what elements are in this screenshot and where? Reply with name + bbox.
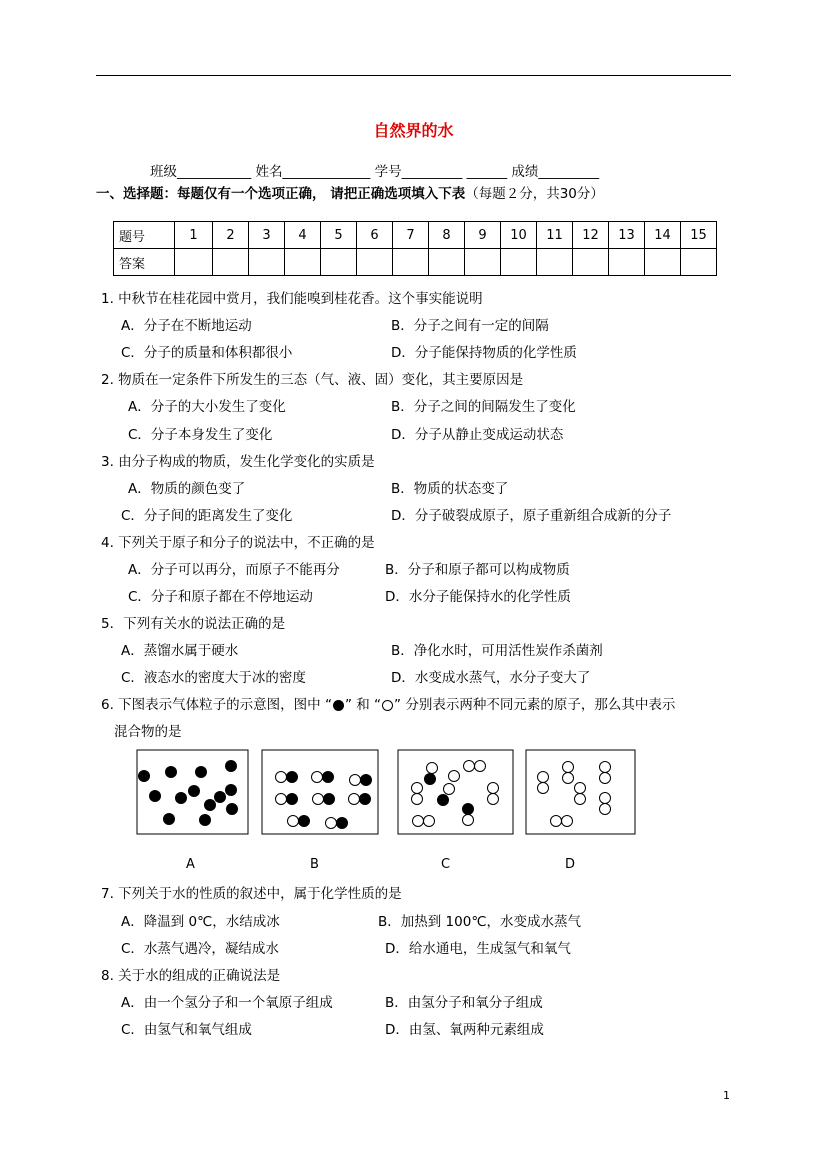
option-c: C．分子的质量和体积都很小 bbox=[121, 345, 293, 361]
diagram-b-label: B bbox=[310, 857, 319, 872]
option-b: B．净化水时，可用活性炭作杀菌剂 bbox=[391, 643, 603, 659]
option-c: C．水蒸气遇冷，凝结成水 bbox=[121, 941, 279, 957]
diagram-a bbox=[137, 750, 248, 834]
question-stem bbox=[101, 693, 675, 713]
option-b: B．由氢分子和氧分子组成 bbox=[385, 995, 543, 1011]
diagram-c-label: C bbox=[441, 857, 451, 872]
option-d: D．水变成水蒸气，水分子变大了 bbox=[391, 670, 591, 686]
student-info-line: 班级___________ 姓名_____________ 学号_________ ______ 成绩_________ bbox=[150, 164, 600, 180]
question-stem: 2. 物质在一定条件下所发生的三态（气、液、固）变化，其主要原因是 bbox=[101, 372, 524, 388]
question-number-cell: 10 bbox=[501, 222, 537, 249]
question-number-cell: 2 bbox=[213, 222, 249, 249]
option-b: B．分子和原子都可以构成物质 bbox=[385, 562, 570, 578]
answer-cell[interactable] bbox=[573, 249, 609, 276]
answer-cell[interactable] bbox=[393, 249, 429, 276]
question-number-cell: 13 bbox=[609, 222, 645, 249]
page-title: 自然界的水 bbox=[373, 121, 454, 140]
question-number-cell: 5 bbox=[321, 222, 357, 249]
option-a: A．降温到 0℃，水结成冰 bbox=[121, 914, 280, 930]
question-number-cell: 11 bbox=[537, 222, 573, 249]
black-atom-icon bbox=[332, 699, 345, 712]
diagram-b bbox=[262, 750, 378, 834]
option-d: D．分子从静止变成运动状态 bbox=[391, 427, 564, 443]
option-c: C．分子本身发生了变化 bbox=[128, 427, 273, 443]
question-number-cell: 15 bbox=[681, 222, 717, 249]
option-c: C．液态水的密度大于冰的密度 bbox=[121, 670, 306, 686]
question-stem: 1. 中秋节在桂花园中赏月，我们能嗅到桂花香。这个事实能说明 bbox=[101, 291, 483, 307]
answer-table-row-label: 答案 bbox=[114, 249, 175, 276]
question-stem: 5．下列有关水的说法正确的是 bbox=[101, 616, 286, 632]
question-stem: 7. 下列关于水的性质的叙述中，属于化学性质的是 bbox=[101, 886, 402, 902]
answer-table-row-label: 题号 bbox=[114, 222, 175, 249]
option-c: C．分子间的距离发生了变化 bbox=[121, 508, 293, 524]
question-number-cell: 4 bbox=[285, 222, 321, 249]
option-a: A．物质的颜色变了 bbox=[128, 481, 246, 497]
option-d: D．由氢、氧两种元素组成 bbox=[385, 1022, 544, 1038]
question-stem: 8. 关于水的组成的正确说法是 bbox=[101, 968, 281, 984]
option-b: B．物质的状态变了 bbox=[391, 481, 509, 497]
q6-stem-line2: 混合物的是 bbox=[114, 724, 182, 740]
question-number-cell: 1 bbox=[175, 222, 213, 249]
answer-cell[interactable] bbox=[501, 249, 537, 276]
answer-cell[interactable] bbox=[429, 249, 465, 276]
answer-cell[interactable] bbox=[537, 249, 573, 276]
section-heading-text: 一、选择题：每题仅有一个选项正确， 请把正确选项填入下表 bbox=[96, 186, 466, 202]
section-heading bbox=[96, 182, 604, 202]
answer-cell[interactable] bbox=[465, 249, 501, 276]
question-number-cell: 8 bbox=[429, 222, 465, 249]
diagram-d bbox=[526, 750, 635, 834]
question-number-cell: 12 bbox=[573, 222, 609, 249]
diagram-a-label: A bbox=[186, 857, 195, 872]
particle-diagrams bbox=[130, 745, 640, 840]
question-number-cell: 14 bbox=[645, 222, 681, 249]
option-a: A．分子的大小发生了变化 bbox=[128, 399, 286, 415]
question-number-cell: 6 bbox=[357, 222, 393, 249]
answer-cell[interactable] bbox=[609, 249, 645, 276]
question-number-cell: 9 bbox=[465, 222, 501, 249]
answer-cell[interactable] bbox=[285, 249, 321, 276]
option-a: A．由一个氢分子和一个氧原子组成 bbox=[121, 995, 333, 1011]
answer-cell[interactable] bbox=[681, 249, 717, 276]
option-c: C．分子和原子都在不停地运动 bbox=[128, 589, 313, 605]
option-a: A．分子可以再分，而原子不能再分 bbox=[128, 562, 340, 578]
option-d: D．分子能保持物质的化学性质 bbox=[391, 345, 577, 361]
option-b: B．分子之间有一定的间隔 bbox=[391, 318, 549, 334]
page-number: 1 bbox=[723, 1089, 730, 1102]
option-d: D．分子破裂成原子，原子重新组合成新的分子 bbox=[391, 508, 672, 524]
question-number-cell: 3 bbox=[249, 222, 285, 249]
answer-cell[interactable] bbox=[321, 249, 357, 276]
option-d: D．给水通电，生成氢气和氧气 bbox=[385, 941, 571, 957]
answer-cell[interactable] bbox=[249, 249, 285, 276]
answer-table bbox=[113, 221, 717, 276]
answer-cell[interactable] bbox=[213, 249, 249, 276]
white-atom-icon bbox=[381, 699, 394, 712]
option-b: B．分子之间的间隔发生了变化 bbox=[391, 399, 576, 415]
question-stem: 3. 由分子构成的物质，发生化学变化的实质是 bbox=[101, 454, 375, 470]
option-b: B．加热到 100℃，水变成水蒸气 bbox=[378, 914, 581, 930]
answer-table-answer-row bbox=[114, 249, 717, 276]
answer-table-number-row bbox=[114, 222, 717, 249]
section-heading-note: （每题２分，共30分） bbox=[465, 186, 604, 202]
diagram-d-label: D bbox=[565, 857, 576, 872]
question-number-cell: 7 bbox=[393, 222, 429, 249]
q6-stem-pre: 6. 下图表示气体粒子的示意图，图中 “ bbox=[101, 697, 332, 713]
answer-cell[interactable] bbox=[645, 249, 681, 276]
q6-stem-mid: ” 和 “ bbox=[344, 697, 382, 713]
option-a: A．蒸馏水属于硬水 bbox=[121, 643, 239, 659]
question-stem: 4. 下列关于原子和分子的说法中，不正确的是 bbox=[101, 535, 375, 551]
option-a: A．分子在不断地运动 bbox=[121, 318, 252, 334]
q6-stem-post: ” 分别表示两种不同元素的原子，那么其中表示 bbox=[394, 697, 676, 713]
diagram-c bbox=[398, 750, 513, 834]
answer-cell[interactable] bbox=[175, 249, 213, 276]
option-d: D．水分子能保持水的化学性质 bbox=[385, 589, 571, 605]
header-rule bbox=[96, 75, 731, 76]
answer-cell[interactable] bbox=[357, 249, 393, 276]
option-c: C．由氢气和氧气组成 bbox=[121, 1022, 252, 1038]
